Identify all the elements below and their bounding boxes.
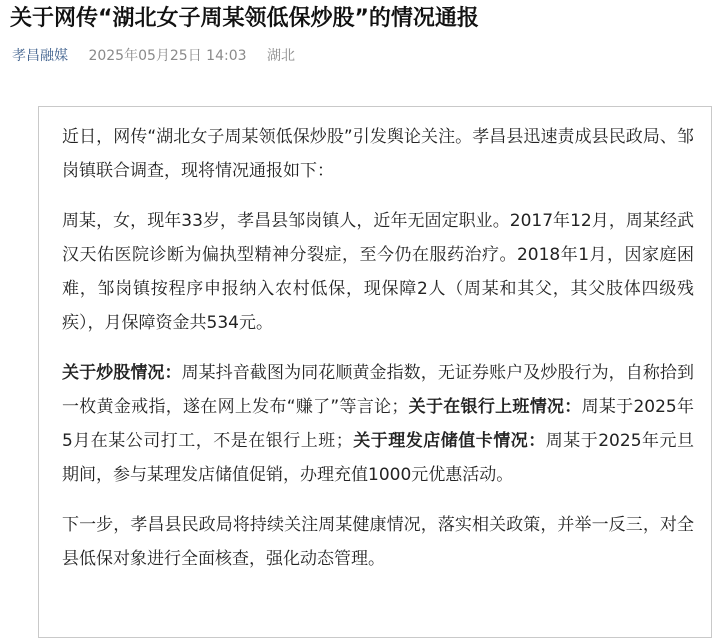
article-meta [12,46,295,66]
article-region: 湖北 [266,48,295,64]
article-datetime: 2025年05月25日 14:03 [88,48,247,64]
heading-salon-card: 关于理发店储值卡情况： [352,431,546,451]
paragraph-intro: 近日，网传“湖北女子周某领低保炒股”引发舆论关注。孝昌县迅速责成县民政局、邹岗镇联合调查，现将情况通报如下： [62,127,694,181]
article-body [62,120,694,592]
article-title: 关于网传“湖北女子周某领低保炒股”的情况通报 [10,6,479,31]
paragraph-findings [62,356,694,492]
text-stock-trading: 周某抖音截图为同花顺黄金指数，无证券账户及炒股行为，自称拾到一枚黄金戒指，遂在网上发布“赚了”等言论； [62,363,695,417]
text-bank-job: 周某于2025年5月在某公司打工，不是在银行上班； [62,397,694,451]
heading-stock-trading: 关于炒股情况： [62,363,182,383]
paragraph-person-info: 周某，女，现年33岁，孝昌县邹岗镇人，近年无固定职业。2017年12月，周某经武汉天佑医院诊断为偏执型精神分裂症，至今仍在服药治疗。2018年1月，因家庭困难，邹岗镇按程序申报纳入农村低保，现保障2人（周某和其父，其父肢体四级残疾），月保障资金共534元。 [62,211,694,333]
paragraph-next-steps: 下一步，孝昌县民政局将持续关注周某健康情况，落实相关政策，并举一反三，对全县低保对象进行全面核查，强化动态管理。 [62,515,694,569]
text-salon-card: 周某于2025年元旦期间，参与某理发店储值促销，办理充值1000元优惠活动。 [62,431,694,485]
article-source[interactable]: 孝昌融媒 [12,48,68,64]
heading-bank-job: 关于在银行上班情况： [408,397,582,417]
